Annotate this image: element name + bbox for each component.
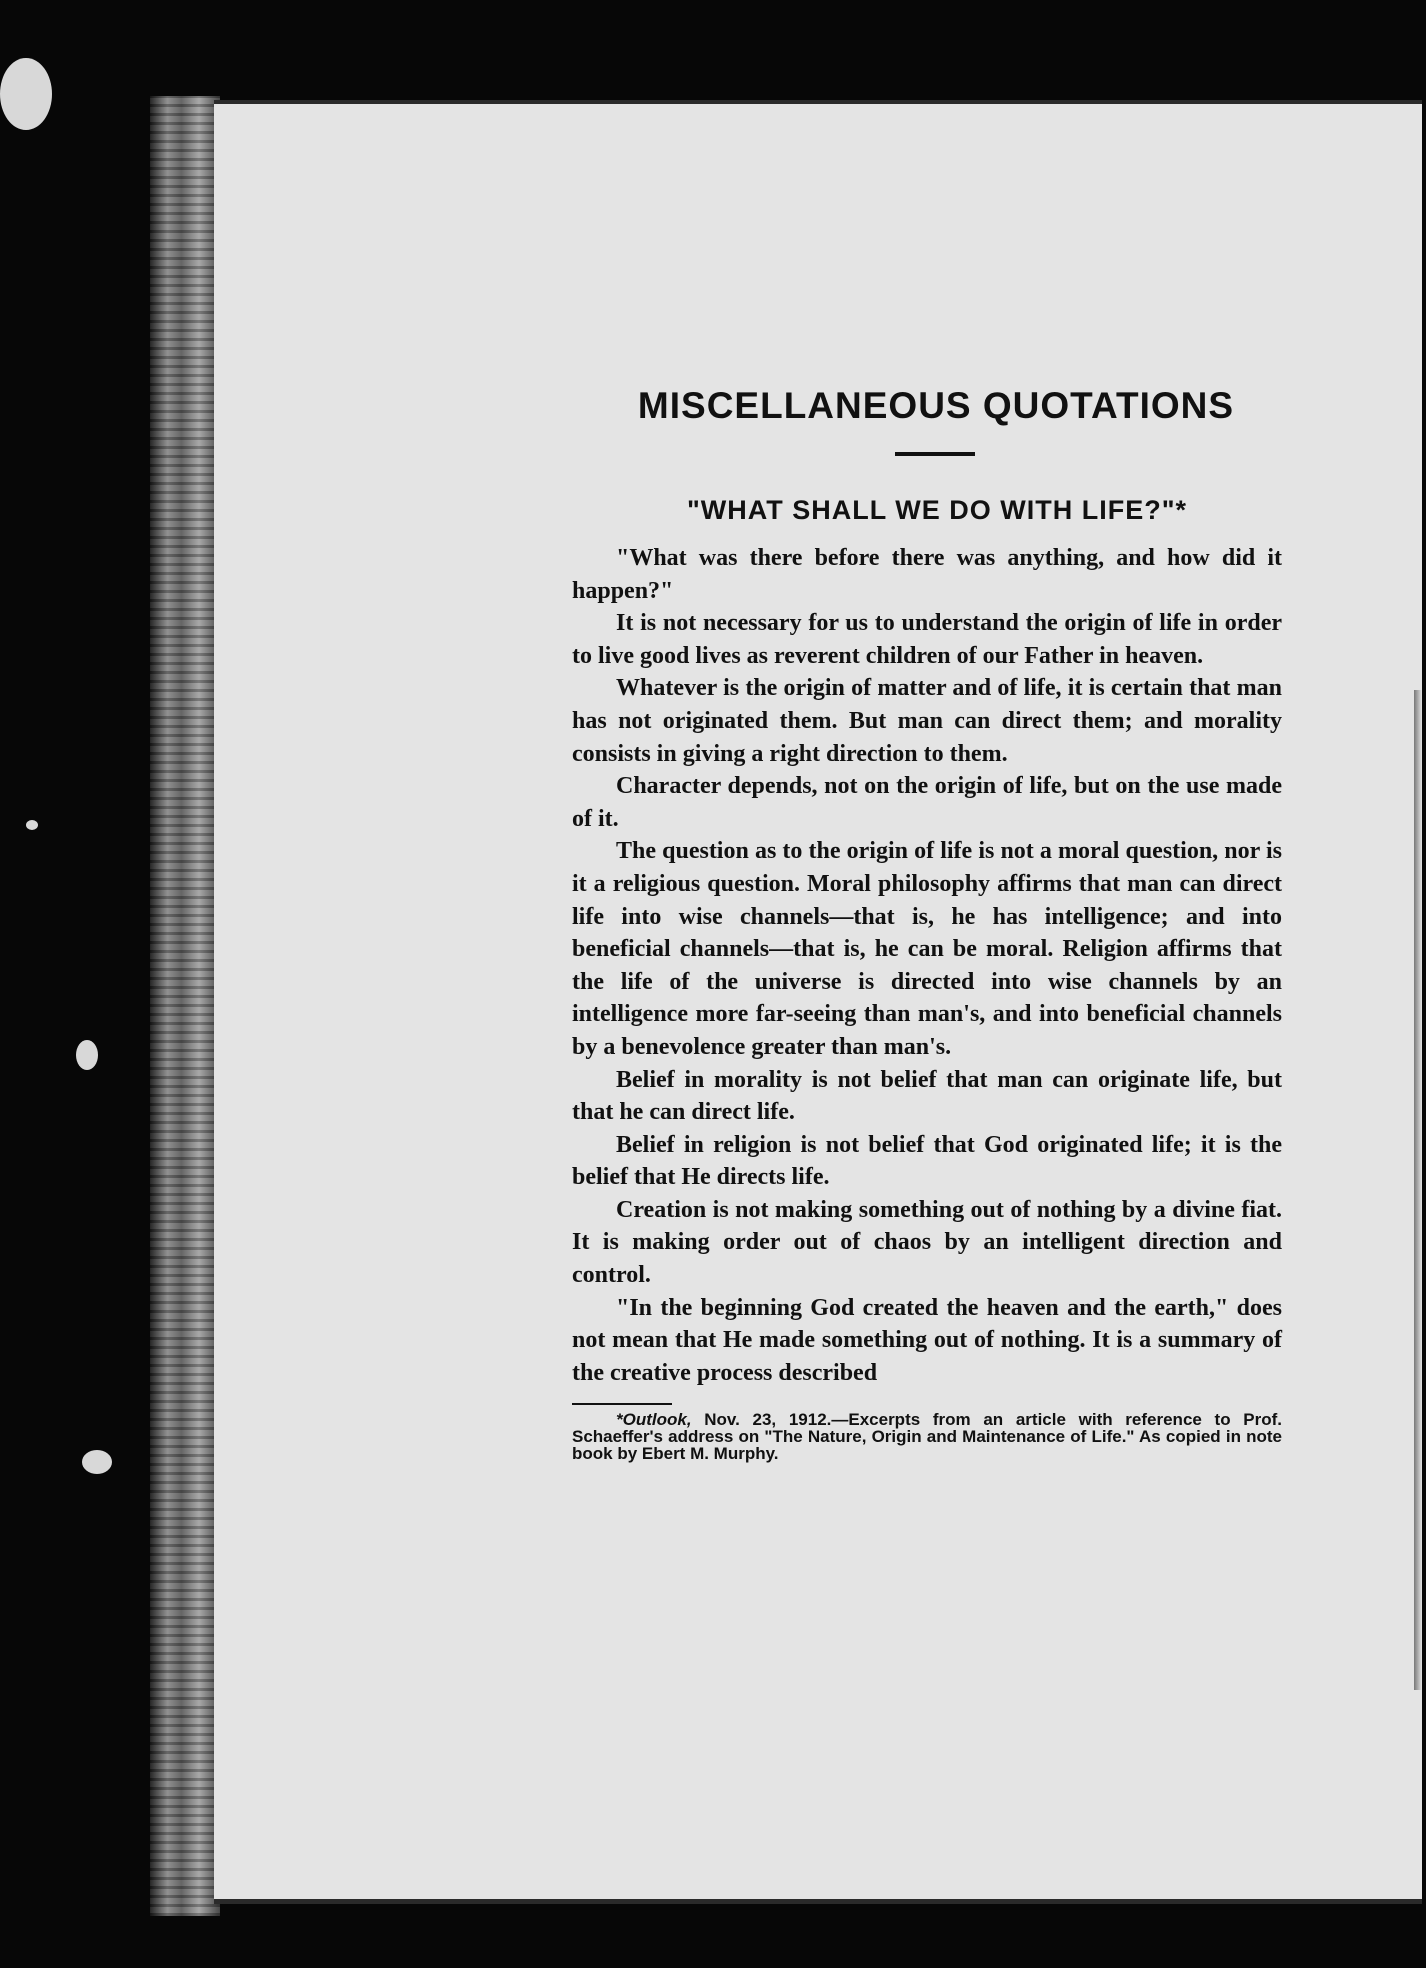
paragraph: Belief in religion is not belief that God originated life; it is the belief that He directs life. (572, 1131, 1282, 1191)
footnote-source: *Outlook, (616, 1410, 692, 1430)
body-text (572, 542, 1282, 1389)
paragraph: Character depends, not on the origin of life, but on the use made of it. (572, 773, 1282, 832)
footnote-text: Nov. 23, 1912.—Excerpts from an article with reference to Prof. Schaeffer's address on "The Nature, Origin and Maintenance of Life." As copied in note book by Ebert M. Murphy. (572, 1410, 1282, 1464)
dust-speck (76, 1040, 98, 1070)
footnote-rule (572, 1403, 672, 1405)
paragraph: Creation is not making something out of nothing by a divine fiat. It is making order out of chaos by an intelligent direction and control. (572, 1196, 1282, 1289)
dust-speck (82, 1450, 112, 1474)
page-content (572, 380, 1282, 1462)
section-heading: "WHAT SHALL WE DO WITH LIFE?"* (686, 495, 1188, 525)
paragraph: "What was there before there was anything, and how did it happen?" (572, 545, 1282, 604)
dust-speck (26, 820, 38, 830)
paragraph: It is not necessary for us to understand the origin of life in order to live good lives as reverent children of our Father in heaven. (572, 610, 1282, 669)
paragraph: The question as to the origin of life is not a moral question, nor is it a religious question. Moral philosophy affirms that man can direct life into wise channels—that is, he has intelligence; and into beneficial channels—that is, he can be moral. Religion affirms that the life of the universe is directed into wise channels by an intelligence more far-seeing than man's, and into beneficial channels by a benevolence greater than man's. (572, 838, 1282, 1060)
page-title: MISCELLANEOUS QUOTATIONS (637, 385, 1235, 426)
paragraph: Belief in morality is not belief that man can originate life, but that he can direct life. (572, 1066, 1282, 1126)
paragraph: "In the beginning God created the heaven and the earth," does not mean that He made something out of nothing. It is a summary of the creative process described (572, 1294, 1282, 1386)
footnote (572, 1411, 1282, 1462)
dust-speck (0, 58, 52, 130)
paragraph: Whatever is the origin of matter and of life, it is certain that man has not originated them. But man can direct them; and morality consists in giving a right direction to them. (572, 675, 1282, 767)
page-right-edge (1414, 690, 1422, 1690)
book-spine-texture (150, 96, 220, 1916)
title-rule (895, 452, 975, 456)
